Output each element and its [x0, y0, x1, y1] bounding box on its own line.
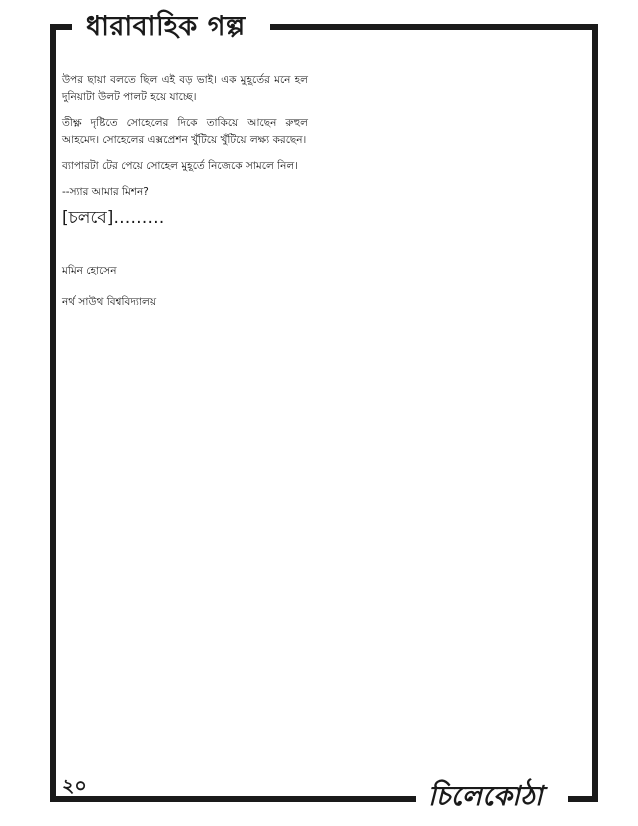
author-block [62, 263, 308, 311]
frame-left-rule [50, 24, 56, 802]
story-paragraph: ব্যাপারটা টের পেয়ে সোহেল মুহূর্তে নিজেকে সামলে নিল। [62, 160, 298, 172]
frame-top-right-rule [270, 24, 598, 30]
continued-marker: [চলবে]……… [62, 208, 165, 228]
story-paragraph: --স্যার আমার মিশন? [62, 186, 149, 198]
story-content [62, 72, 308, 325]
page-number: ২০ [62, 775, 87, 797]
story-paragraph: তীক্ষ্ণ দৃষ্টিতে সোহেলের দিকে তাকিয়ে আছেন রুহুল আহমেদ। সোহেলের এক্সপ্রেশন খুঁটিয়ে খুঁটিয়ে লক্ষ্য করছেন। [62, 117, 308, 146]
story-paragraph: উপর ছায়া বলতে ছিল এই বড় ভাই। এক মুহূর্তের মনে হল দুনিয়াটা উলট পালট হয়ে যাচ্ছে। [62, 74, 308, 103]
frame-bottom-left-rule [50, 796, 416, 802]
author-name: মমিন হোসেন [62, 265, 117, 277]
section-title: ধারাবাহিক গল্প [86, 11, 246, 42]
frame-bottom-right-rule [568, 796, 598, 802]
author-affiliation: নর্থ সাউথ বিশ্ববিদ্যালয় [62, 296, 157, 308]
magazine-logo: চিলেকোঠা [428, 781, 544, 812]
frame-right-rule [592, 24, 598, 799]
